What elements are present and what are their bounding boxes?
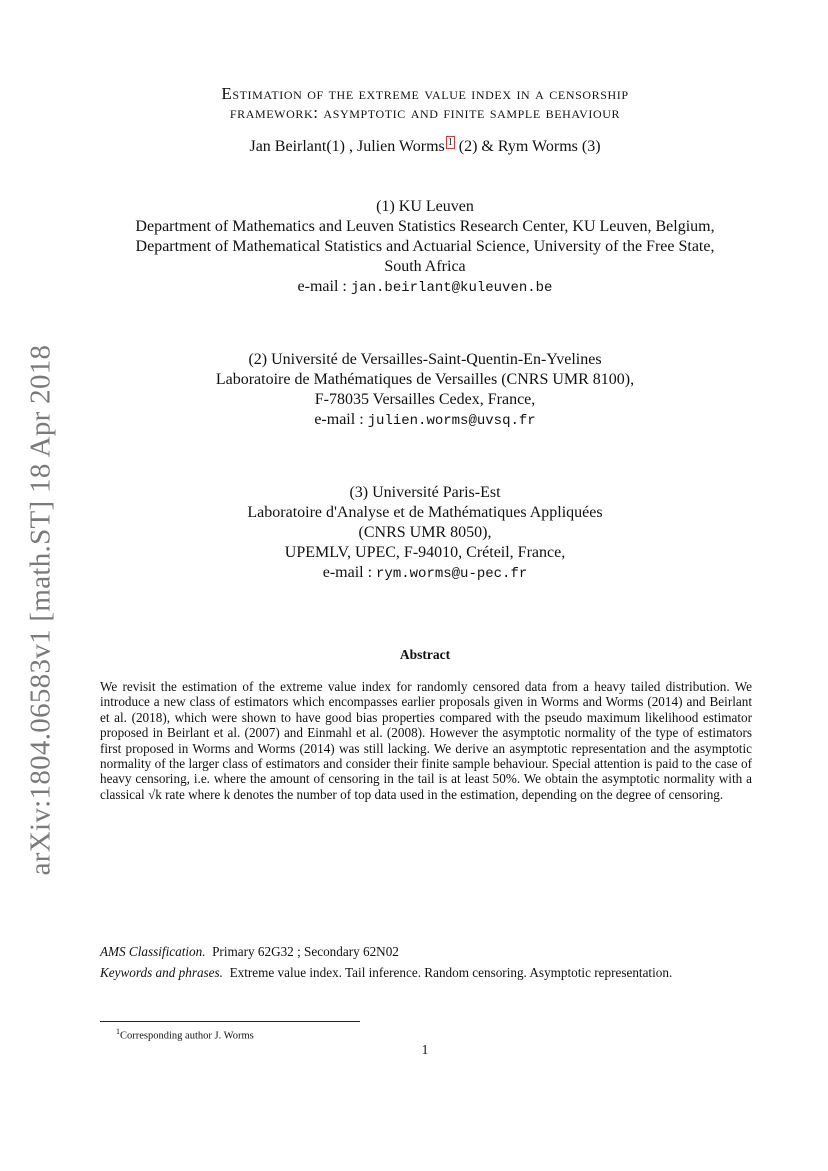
email-address[interactable]: rym.worms@u-pec.fr [376,566,528,582]
arxiv-identifier: arXiv:1804.06583v1 [math.ST] 18 Apr 2018 [24,344,57,876]
page-number: 1 [421,1042,429,1057]
email-address[interactable]: julien.worms@uvsq.fr [367,413,536,429]
ams-codes: Primary 62G32 ; Secondary 62N02 [212,944,399,959]
ams-label: AMS Classification. [100,944,206,959]
keywords [100,965,752,981]
affiliation-3 [90,483,760,584]
email-label: e-mail : [297,278,351,295]
affiliation-line: Department of Mathematics and Leuven Statistics Research Center, KU Leuven, Belgium, [135,218,715,235]
authors-part-1: Jan Beirlant(1) , Julien Worms [249,138,445,155]
email-label: e-mail : [314,411,368,428]
affiliation-line: UPEMLV, UPEC, F-94010, Créteil, France, [284,544,566,561]
affiliation-line: South Africa [384,258,466,275]
email-label: e-mail : [322,564,377,581]
affiliation-2 [90,350,760,431]
affiliation-line: F-78035 Versailles Cedex, France, [314,391,536,408]
affiliation-line: Laboratoire d'Analyse et de Mathématiques Appliquées [247,504,603,521]
footnote-divider [100,1021,360,1022]
authors-part-2: (2) & Rym Worms (3) [454,138,601,155]
affiliation-email-line [90,410,760,431]
affiliation-line: Laboratoire de Mathématiques de Versailles (CNRS UMR 8100), [215,371,635,388]
paper-title [100,84,750,122]
affiliation-1 [90,197,760,298]
affiliation-line: Department of Mathematical Statistics and Actuarial Science, University of the Free State, [135,238,715,255]
footnote-link[interactable]: 1 [447,136,453,148]
title-line-1: Estimation of the extreme value index in a censorship [221,84,629,103]
footnote [116,1027,254,1042]
affiliation-line: (1) KU Leuven [376,198,474,215]
abstract-heading: Abstract [399,647,451,662]
affiliation-email-line [90,277,760,298]
ams-classification [100,944,752,960]
arxiv-sidebar [18,344,64,876]
keywords-label: Keywords and phrases. [100,965,223,980]
footnote-mark: 1 [116,1027,120,1036]
affiliation-line: (CNRS UMR 8050), [358,524,492,541]
affiliation-line: (2) Université de Versailles-Saint-Quentin-En-Yvelines [248,351,602,368]
affiliation-email-line [90,563,760,584]
footnote-text: Corresponding author J. Worms [120,1030,254,1042]
author-list [100,138,750,156]
keywords-text: Extreme value index. Tail inference. Random censoring. Asymptotic representation. [229,965,673,980]
email-address[interactable]: jan.beirlant@kuleuven.be [350,280,553,296]
title-line-2: framework: asymptotic and finite sample behaviour [229,103,621,122]
affiliation-line: (3) Université Paris-Est [349,484,501,501]
abstract-body: We revisit the estimation of the extreme value index for randomly censored data from a heavy tailed distribution. We introduce a new class of estimators which encompasses earlier proposals given in Worms and Worms (2014) and Beirlant et al. (2018), which were shown to have good bias properties compared with the pseudo maximum likelihood estimator proposed in Beirlant et al. (2007) and Einmahl et al. (2008). However the asymptotic normality of the type of estimators first proposed in Worms and Worms (2014) was still lacking. We derive an asymptotic representation and the asymptotic normality of the larger class of estimators and consider their finite sample behaviour. Special attention is paid to the case of heavy censoring, i.e. where the amount of censoring in the tail is at least 50%. We obtain the asymptotic normality with a classical √k rate where k denotes the number of top data used in the estimation, depending on the degree of censoring. [100,679,752,802]
